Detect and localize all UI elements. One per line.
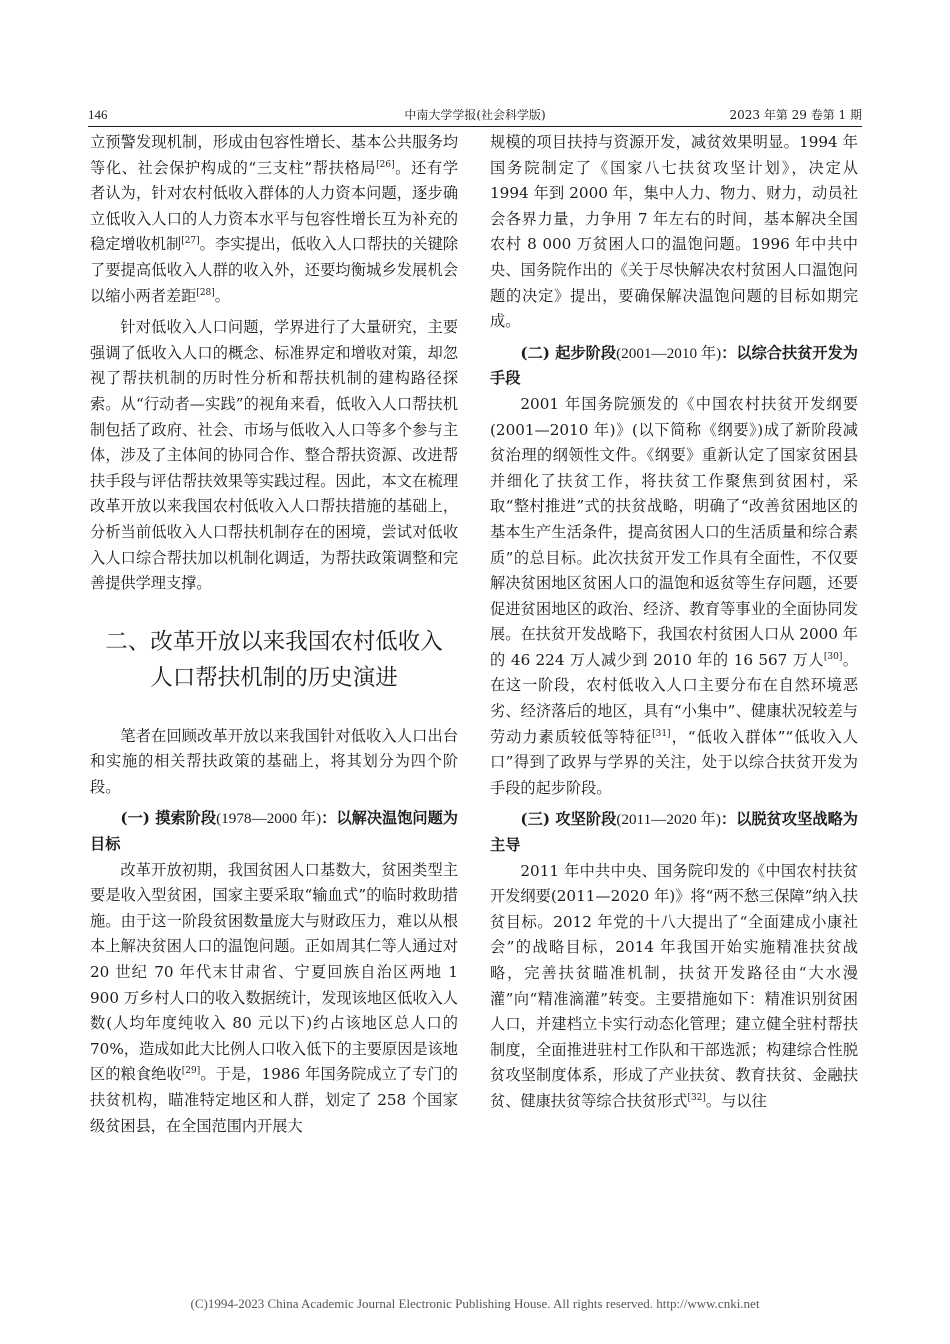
text: ，“低收入群体”“低收入人口”得到了政界与学界的关注，处于以综合扶贫开发为手段的起步阶段。 (490, 727, 859, 797)
left-column (90, 130, 458, 1139)
text: 改革开放初期，我国贫困人口基数大，贫困类型主要是收入型贫困，国家主要采取“输血式”的临时救助措施。由于这一阶段贫困数量庞大与财政压力，难以从根本上解决贫困人口的温饱问题。正如周其仁等人通过对 20 世纪 70 年代末甘肃省、宁夏回族自治区两地 1 900 万乡村人口的收入数据统计，发现该地区低收入人数(人均年度纯收入 80 元以下)约占该地区总人口的 70%，造成如此大比例人口收入低下的主要原因是该地区的粮食绝收 (90, 860, 458, 1084)
issue-info: 2023 年第 29 卷第 1 期 (729, 108, 862, 122)
text: (1978—2000 年) (216, 810, 322, 828)
subsection-heading (490, 341, 858, 392)
text: ：以解决温饱问题为目标 (90, 809, 458, 854)
citation: [31] (652, 728, 671, 739)
text: (二) 起步阶段 (520, 343, 617, 362)
citation: [26] (376, 159, 395, 170)
section-heading (90, 624, 458, 696)
paragraph: 针对低收入人口问题，学界进行了大量研究，主要强调了低收入人口的概念、标准界定和增收对策，却忽视了帮扶机制的历时性分析和帮扶机制的建构路径探索。从“行动者—实践”的视角来看，低收入人口帮扶机制包括了政府、社会、市场与低收入人口等多个参与主体，涉及了主体间的协同合作、整合帮扶资源、改进帮扶手段与评估帮扶效果等实践过程。因此，本文在梳理改革开放以来我国农村低收入人口帮扶措施的基础上，分析当前低收入人口帮扶机制存在的困境，尝试对低收入人口综合帮扶加以机制化调适，为帮扶政策调整和完善提供学理支撑。 (90, 318, 458, 593)
paragraph: 规模的项目扶持与资源开发，减贫效果明显。1994 年国务院制定了《国家八七扶贫攻坚计划》，决定从 1994 年到 2000 年，集中人力、物力、财力，动员社会各界力量，力争用 7 年左右的时间，基本解决全国农村 8 000 万贫困人口的温饱问题。1996 年中共中央、国务院作出的《关于尽快解决农村贫困人口温饱问题的决定》提出，要确保解决温饱问题的目标如期完成。 (490, 133, 858, 331)
copyright-footer: (C)1994-2023 China Academic Journal Electronic Publishing House. All rights reserved. http://www.cnki.net (190, 1296, 760, 1311)
text: 。 (214, 286, 230, 305)
paragraph (90, 858, 458, 1140)
section-heading-line: 二、改革开放以来我国农村低收入 (105, 628, 443, 655)
right-column (490, 130, 858, 1115)
running-header (88, 104, 862, 127)
journal-name: 中南大学学报(社会科学版) (404, 108, 546, 122)
text: 2001 年国务院颁发的《中国农村扶贫开发纲要(2001—2010 年)》(以下简称《纲要》)成了新阶段减贫治理的纲领性文件。《纲要》重新认定了国家贫困县并细化了扶贫工作，将扶贫工作聚焦到贫困村，采取“整村推进”式的扶贫战略，明确了“改善贫困地区的基本生产生活条件，提高贫困人口的生活质量和综合素质”的总目标。此次扶贫开发工作具有全面性，不仅要解决贫困地区贫困人口的温饱和返贫等生存问题，还要促进贫困地区的政治、经济、教育等事业的全面协同发展。在扶贫开发战略下，我国农村贫困人口从 2000 年的 46 224 万人减少到 2010 年的 16 567 万人 (490, 394, 858, 669)
paragraph (490, 859, 858, 1115)
citation: [32] (687, 1092, 706, 1103)
paragraph (490, 392, 858, 802)
text: (2011—2020 年) (616, 811, 721, 829)
subsection-heading (490, 807, 858, 858)
text: (2001—2010 年) (616, 344, 722, 362)
text: 。在这一阶段，农村低收入人口主要分布在自然环境恶劣、经济落后的地区，具有“小集中”、健康状况较差与劳动力素质较低等特征 (490, 650, 858, 746)
paragraph: 笔者在回顾改革开放以来我国针对低收入人口出台和实施的相关帮扶政策的基础上，将其划分为四个阶段。 (90, 726, 458, 796)
text: 。还有学者认为，针对农村低收入群体的人力资本问题，逐步确立低收入人口的人力资本水平与包容性增长互为补充的稳定增收机制 (90, 158, 459, 254)
text: (三) 攻坚阶段 (520, 810, 617, 829)
text: 2011 年中共中央、国务院印发的《中国农村扶贫开发纲要(2011—2020 年)》将“两不愁三保障”纳入扶贫目标。2012 年党的十八大提出了“全面建成小康社会”的战略目标，2014 年我国开始实施精准扶贫战略，完善扶贫瞄准机制，扶贫开发路径由“大水漫灌”向“精准滴灌”转变。主要措施如下：精准识别贫困人口，并建档立卡实行动态化管理；建立健全驻村帮扶制度，全面推进驻村工作队和干部选派；构建综合性脱贫攻坚制度体系，形成了产业扶贫、教育扶贫、金融扶贫、健康扶贫等综合扶贫形式 (490, 861, 858, 1110)
subsection-heading (90, 806, 458, 857)
citation: [28] (196, 287, 215, 298)
page-number: 146 (88, 107, 108, 122)
text: 立预警发现机制，形成由包容性增长、基本公共服务均等化、社会保护构成的“三支柱”帮扶格局 (90, 133, 458, 177)
citation: [27] (181, 236, 200, 247)
citation: [30] (823, 651, 843, 662)
text: 。于是，1986 年国务院成立了专门的扶贫机构，瞄准特定地区和人群，划定了 258 个国家级贫困县，在全国范围内开展大 (90, 1065, 458, 1135)
citation: [29] (181, 1066, 201, 1077)
text: ：以综合扶贫开发为手段 (490, 343, 858, 388)
text: ：以脱贫攻坚战略为主导 (490, 810, 858, 855)
section-heading-line: 人口帮扶机制的历史演进 (150, 664, 398, 691)
text: 。与以往 (705, 1091, 767, 1110)
text: 。李实提出，低收入人口帮扶的关键除了要提高低收入人群的收入外，还要均衡城乡发展机会以缩小两者差距 (90, 235, 459, 305)
text: (一) 摸索阶段 (120, 809, 217, 828)
paragraph (90, 130, 458, 309)
